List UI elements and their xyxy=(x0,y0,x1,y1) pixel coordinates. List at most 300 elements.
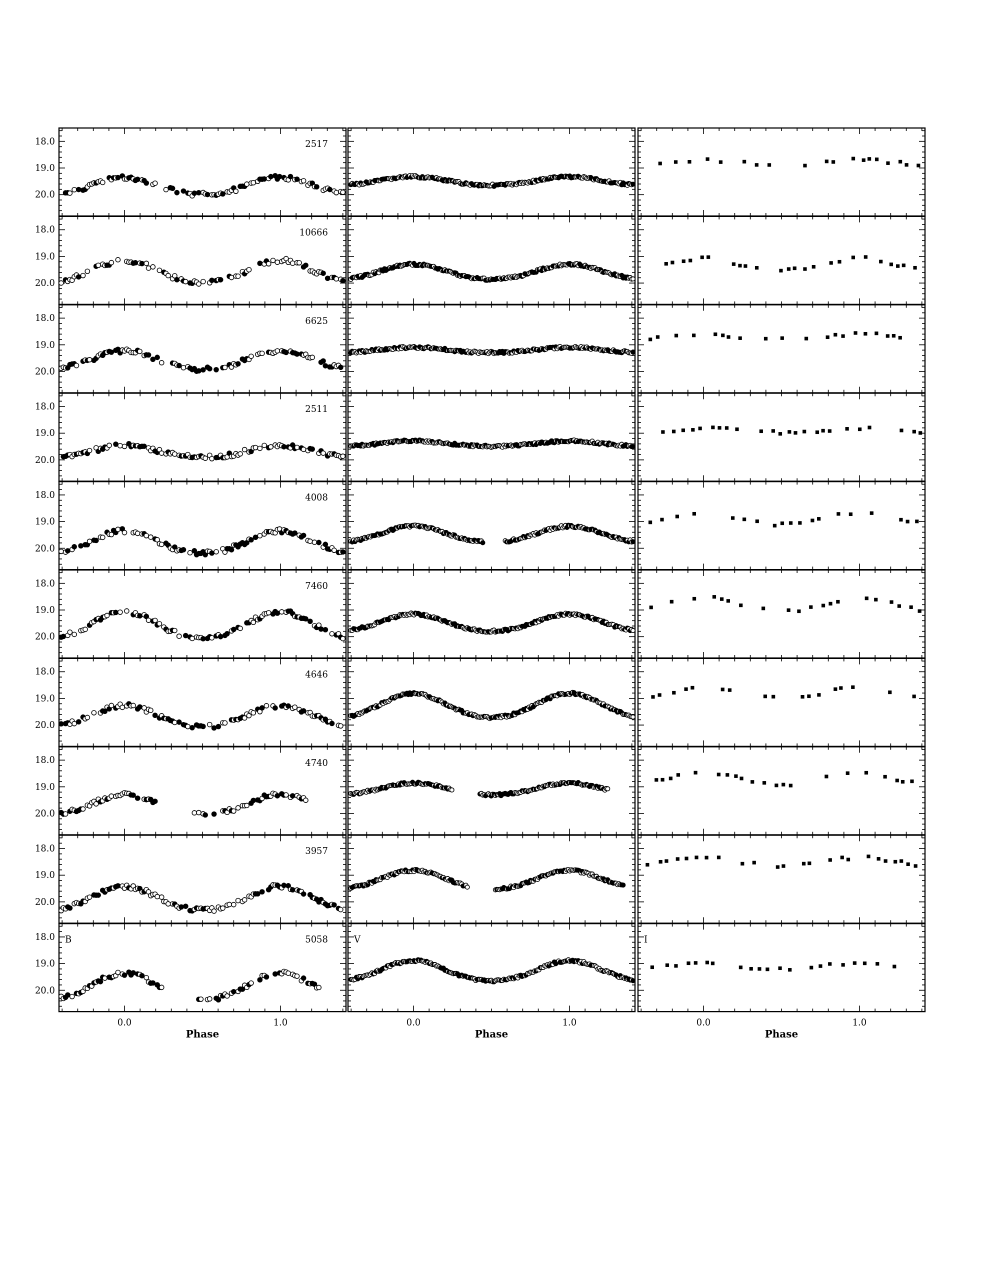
data-point xyxy=(249,354,254,359)
data-point xyxy=(282,883,287,888)
y-tick-label: 18.0 xyxy=(34,490,55,501)
data-point xyxy=(897,604,901,608)
data-point xyxy=(181,547,186,552)
data-point xyxy=(301,447,306,452)
data-point xyxy=(692,334,696,338)
data-point xyxy=(122,444,127,449)
data-point xyxy=(177,634,182,639)
data-point xyxy=(179,905,184,910)
data-point xyxy=(260,706,265,711)
data-point xyxy=(253,445,258,450)
data-point xyxy=(122,973,127,978)
data-point xyxy=(706,157,710,161)
data-point xyxy=(164,187,169,192)
data-point xyxy=(743,518,747,522)
data-point xyxy=(310,447,315,452)
data-point xyxy=(72,544,77,549)
data-point xyxy=(821,604,825,608)
y-tick-label: 19.0 xyxy=(34,606,55,616)
data-point xyxy=(223,365,228,370)
data-point xyxy=(303,617,308,622)
data-point xyxy=(295,974,300,979)
data-point xyxy=(290,888,295,893)
data-point xyxy=(188,550,193,555)
data-point xyxy=(341,454,346,459)
data-point xyxy=(646,863,650,867)
data-point xyxy=(94,802,99,807)
data-point xyxy=(728,688,732,692)
points-4740-B xyxy=(59,790,308,817)
data-point xyxy=(828,429,832,433)
data-point xyxy=(743,160,747,164)
data-point xyxy=(192,191,197,196)
data-point xyxy=(70,994,75,999)
data-point xyxy=(301,892,306,897)
data-point xyxy=(691,428,695,432)
y-tick-label: 20.0 xyxy=(34,986,55,997)
data-point xyxy=(325,276,330,281)
data-point xyxy=(96,893,101,898)
data-point xyxy=(76,275,81,280)
data-point xyxy=(144,181,149,186)
data-point xyxy=(183,633,188,638)
panel-frame-4740-V xyxy=(348,747,635,835)
data-point xyxy=(113,442,118,447)
data-point xyxy=(303,798,308,803)
data-point xyxy=(803,430,807,434)
data-point xyxy=(631,277,635,281)
data-point xyxy=(717,856,721,860)
data-point xyxy=(196,190,201,195)
panel-frame-4008-I xyxy=(638,482,925,570)
data-point xyxy=(674,334,678,338)
data-point xyxy=(726,773,730,777)
data-point xyxy=(218,277,223,282)
points-4740-V xyxy=(349,780,610,798)
data-point xyxy=(181,189,186,194)
data-point xyxy=(249,538,254,543)
data-point xyxy=(902,264,906,268)
points-2511-B xyxy=(61,441,345,461)
data-point xyxy=(212,812,217,817)
data-point xyxy=(738,264,742,268)
data-point xyxy=(659,860,663,864)
data-point xyxy=(877,857,881,861)
data-point xyxy=(284,350,289,355)
data-point xyxy=(868,157,872,161)
y-tick-label: 20.0 xyxy=(34,632,55,643)
data-point xyxy=(247,267,252,272)
data-point xyxy=(323,363,328,368)
data-point xyxy=(275,793,280,798)
star-id-label: 4008 xyxy=(305,493,328,504)
points-2511-V xyxy=(349,438,635,450)
data-point xyxy=(870,511,874,515)
data-point xyxy=(779,269,783,273)
points-10666-B xyxy=(59,256,345,286)
data-point xyxy=(264,703,269,708)
y-tick-label: 20.0 xyxy=(34,809,55,820)
data-point xyxy=(205,192,210,197)
points-6625-I xyxy=(649,331,902,341)
data-point xyxy=(899,518,903,522)
y-tick-label: 18.0 xyxy=(34,402,55,413)
data-point xyxy=(755,519,759,523)
data-point xyxy=(244,182,249,187)
y-tick-label: 19.0 xyxy=(34,340,55,351)
data-point xyxy=(681,428,685,432)
data-point xyxy=(140,261,145,266)
data-point xyxy=(851,685,855,689)
data-point xyxy=(236,898,241,903)
data-point xyxy=(317,540,322,545)
points-4740-I xyxy=(655,771,914,787)
data-point xyxy=(740,777,744,781)
data-point xyxy=(301,976,306,981)
points-4646-B xyxy=(59,701,343,730)
data-point xyxy=(100,180,105,185)
data-point xyxy=(122,530,127,535)
data-point xyxy=(837,512,841,516)
data-point xyxy=(231,989,236,994)
data-point xyxy=(665,859,669,863)
data-point xyxy=(98,979,103,984)
data-point xyxy=(734,774,738,778)
data-point xyxy=(846,858,850,862)
data-point xyxy=(238,626,243,631)
data-point xyxy=(732,262,736,266)
data-point xyxy=(79,543,84,548)
data-point xyxy=(656,335,660,339)
data-point xyxy=(676,857,680,861)
points-7460-I xyxy=(649,595,921,613)
data-point xyxy=(312,540,317,545)
data-point xyxy=(155,355,160,360)
data-point xyxy=(303,263,308,268)
data-point xyxy=(107,443,112,448)
data-point xyxy=(841,334,845,338)
data-point xyxy=(301,179,306,184)
data-point xyxy=(192,811,197,816)
y-tick-label: 20.0 xyxy=(34,544,55,555)
data-point xyxy=(196,282,201,287)
panel-frame-4008-B xyxy=(59,482,346,570)
data-point xyxy=(286,971,291,976)
data-point xyxy=(216,724,221,729)
data-point xyxy=(203,456,208,461)
data-point xyxy=(674,160,678,164)
data-point xyxy=(210,278,215,283)
data-point xyxy=(671,261,675,265)
data-point xyxy=(915,520,919,524)
data-point xyxy=(892,334,896,338)
data-point xyxy=(166,273,171,278)
panel-frame-4646-B xyxy=(59,658,346,746)
data-point xyxy=(286,704,291,709)
data-point xyxy=(776,865,780,869)
data-point xyxy=(721,334,725,338)
data-point xyxy=(651,695,655,699)
data-point xyxy=(789,521,793,525)
data-point xyxy=(695,856,699,860)
panel-frame-6625-B xyxy=(59,305,346,393)
data-point xyxy=(914,864,918,868)
data-point xyxy=(762,781,766,785)
points-2517-B xyxy=(63,173,345,198)
data-point xyxy=(900,859,904,863)
data-point xyxy=(81,807,86,812)
data-point xyxy=(721,688,725,692)
data-point xyxy=(867,855,871,859)
data-point xyxy=(688,160,692,164)
data-point xyxy=(65,548,70,553)
data-point xyxy=(148,535,153,540)
data-point xyxy=(236,362,241,367)
data-point xyxy=(718,426,722,430)
data-point xyxy=(712,595,716,599)
data-point xyxy=(905,163,909,167)
data-point xyxy=(731,516,735,520)
y-tick-label: 18.0 xyxy=(34,756,55,767)
data-point xyxy=(295,445,300,450)
data-point xyxy=(858,427,862,431)
data-point xyxy=(72,187,77,192)
data-point xyxy=(231,627,236,632)
data-point xyxy=(649,338,653,342)
data-point xyxy=(330,721,335,726)
data-point xyxy=(151,265,156,270)
data-point xyxy=(255,892,260,897)
data-point xyxy=(909,605,913,609)
data-point xyxy=(116,175,121,180)
data-point xyxy=(258,446,263,451)
data-point xyxy=(159,985,164,990)
panel-frame-7460-B xyxy=(59,570,346,658)
data-point xyxy=(196,368,201,373)
data-point xyxy=(238,452,243,457)
data-point xyxy=(144,261,149,266)
points-4646-V xyxy=(349,690,635,720)
data-point xyxy=(183,904,188,909)
data-point xyxy=(275,349,280,354)
data-point xyxy=(684,687,688,691)
data-point xyxy=(741,862,745,866)
star-id-label: 5058 xyxy=(305,935,328,946)
data-point xyxy=(251,798,256,803)
data-point xyxy=(801,695,805,699)
data-point xyxy=(851,256,855,260)
data-point xyxy=(759,429,763,433)
panel-frame-3957-V xyxy=(348,835,635,923)
data-point xyxy=(295,177,300,182)
data-point xyxy=(151,981,156,986)
data-point xyxy=(672,430,676,434)
data-point xyxy=(273,972,278,977)
data-point xyxy=(220,192,225,197)
data-point xyxy=(83,627,88,632)
y-tick-label: 19.0 xyxy=(34,782,55,793)
data-point xyxy=(116,527,121,532)
data-point xyxy=(864,771,868,775)
data-point xyxy=(207,997,212,1002)
data-point xyxy=(231,809,236,814)
data-point xyxy=(120,705,125,710)
data-point xyxy=(338,907,343,912)
y-tick-label: 18.0 xyxy=(34,137,55,148)
data-point xyxy=(153,181,158,186)
data-point xyxy=(170,186,175,191)
data-point xyxy=(96,263,101,268)
data-point xyxy=(212,909,217,914)
data-point xyxy=(137,705,142,710)
data-point xyxy=(661,430,665,434)
data-point xyxy=(803,267,807,271)
data-point xyxy=(229,547,234,552)
data-point xyxy=(682,259,686,263)
data-point xyxy=(685,857,689,861)
data-point xyxy=(140,973,145,978)
data-point xyxy=(751,780,755,784)
data-point xyxy=(631,350,635,354)
data-point xyxy=(273,706,278,711)
data-point xyxy=(181,365,186,370)
y-tick-label: 19.0 xyxy=(34,429,55,440)
data-point xyxy=(771,429,775,433)
data-point xyxy=(231,902,236,907)
panel-frame-2511-I xyxy=(638,393,925,481)
data-point xyxy=(157,268,162,273)
star-id-label: 4740 xyxy=(305,758,328,769)
band-label-B: B xyxy=(65,935,72,946)
data-point xyxy=(812,265,816,269)
data-point xyxy=(886,334,890,338)
y-tick-label: 18.0 xyxy=(34,314,55,325)
data-point xyxy=(175,190,180,195)
data-point xyxy=(787,267,791,271)
data-point xyxy=(828,858,832,862)
data-point xyxy=(720,597,724,601)
panel-frame-4008-V xyxy=(348,482,635,570)
data-point xyxy=(672,691,676,695)
data-point xyxy=(890,600,894,604)
data-point xyxy=(210,456,215,461)
data-point xyxy=(146,353,151,358)
data-point xyxy=(763,695,767,699)
data-point xyxy=(661,778,665,782)
panel-frame-2517-B xyxy=(59,128,346,216)
data-point xyxy=(793,266,797,270)
data-point xyxy=(782,864,786,868)
panel-frame-7460-I xyxy=(638,570,925,658)
panel-frame-4646-V xyxy=(348,658,635,746)
data-point xyxy=(87,539,92,544)
y-tick-label: 19.0 xyxy=(34,871,55,882)
data-point xyxy=(809,605,813,609)
data-point xyxy=(249,981,254,986)
data-point xyxy=(825,775,829,779)
data-point xyxy=(884,859,888,863)
data-point xyxy=(251,620,256,625)
data-point xyxy=(85,715,90,720)
data-point xyxy=(817,693,821,697)
data-point xyxy=(341,278,346,283)
data-point xyxy=(864,332,868,336)
data-point xyxy=(829,261,833,265)
data-point xyxy=(113,610,118,615)
data-point xyxy=(670,600,674,604)
data-point xyxy=(917,164,921,168)
points-7460-B xyxy=(59,609,345,641)
y-tick-label: 20.0 xyxy=(34,455,55,466)
data-point xyxy=(692,512,696,516)
data-point xyxy=(116,257,121,262)
data-point xyxy=(660,518,664,522)
star-id-label: 7460 xyxy=(305,582,328,592)
data-point xyxy=(481,541,485,545)
data-point xyxy=(465,885,469,889)
data-point xyxy=(81,273,86,278)
y-tick-label: 19.0 xyxy=(34,694,55,705)
panels-group xyxy=(35,128,925,1029)
data-point xyxy=(802,862,806,866)
data-point xyxy=(906,520,910,524)
data-point xyxy=(804,337,808,341)
y-tick-label: 18.0 xyxy=(34,932,55,943)
data-point xyxy=(726,599,730,603)
y-tick-label: 19.0 xyxy=(34,164,55,174)
panel-frame-2517-V xyxy=(348,128,635,216)
data-point xyxy=(199,997,204,1002)
data-point xyxy=(186,724,191,729)
data-point xyxy=(332,548,337,553)
points-7460-V xyxy=(349,611,635,634)
data-point xyxy=(92,710,97,715)
data-point xyxy=(190,636,195,641)
panel-frame-7460-V xyxy=(348,570,635,658)
data-point xyxy=(778,432,782,436)
data-point xyxy=(277,174,282,179)
data-point xyxy=(301,533,306,538)
data-point xyxy=(301,709,306,714)
data-point xyxy=(631,182,635,186)
data-point xyxy=(834,333,838,337)
data-point xyxy=(207,722,212,727)
data-point xyxy=(669,777,673,781)
data-point xyxy=(258,533,263,538)
y-tick-label: 19.0 xyxy=(34,517,55,528)
data-point xyxy=(694,771,698,775)
data-point xyxy=(72,721,77,726)
data-point xyxy=(755,266,759,270)
data-point xyxy=(124,609,129,614)
data-point xyxy=(314,185,319,190)
data-point xyxy=(689,259,693,263)
data-point xyxy=(912,695,916,699)
data-point xyxy=(229,275,234,280)
data-point xyxy=(65,993,70,998)
data-point xyxy=(242,447,247,452)
data-point xyxy=(764,337,768,341)
data-point xyxy=(218,634,223,639)
data-point xyxy=(131,793,136,798)
data-point xyxy=(698,427,702,431)
data-point xyxy=(151,357,156,362)
y-tick-label: 20.0 xyxy=(34,279,55,290)
y-tick-label: 20.0 xyxy=(34,190,55,201)
data-point xyxy=(894,860,898,864)
data-point xyxy=(144,975,149,980)
data-point xyxy=(131,970,136,975)
